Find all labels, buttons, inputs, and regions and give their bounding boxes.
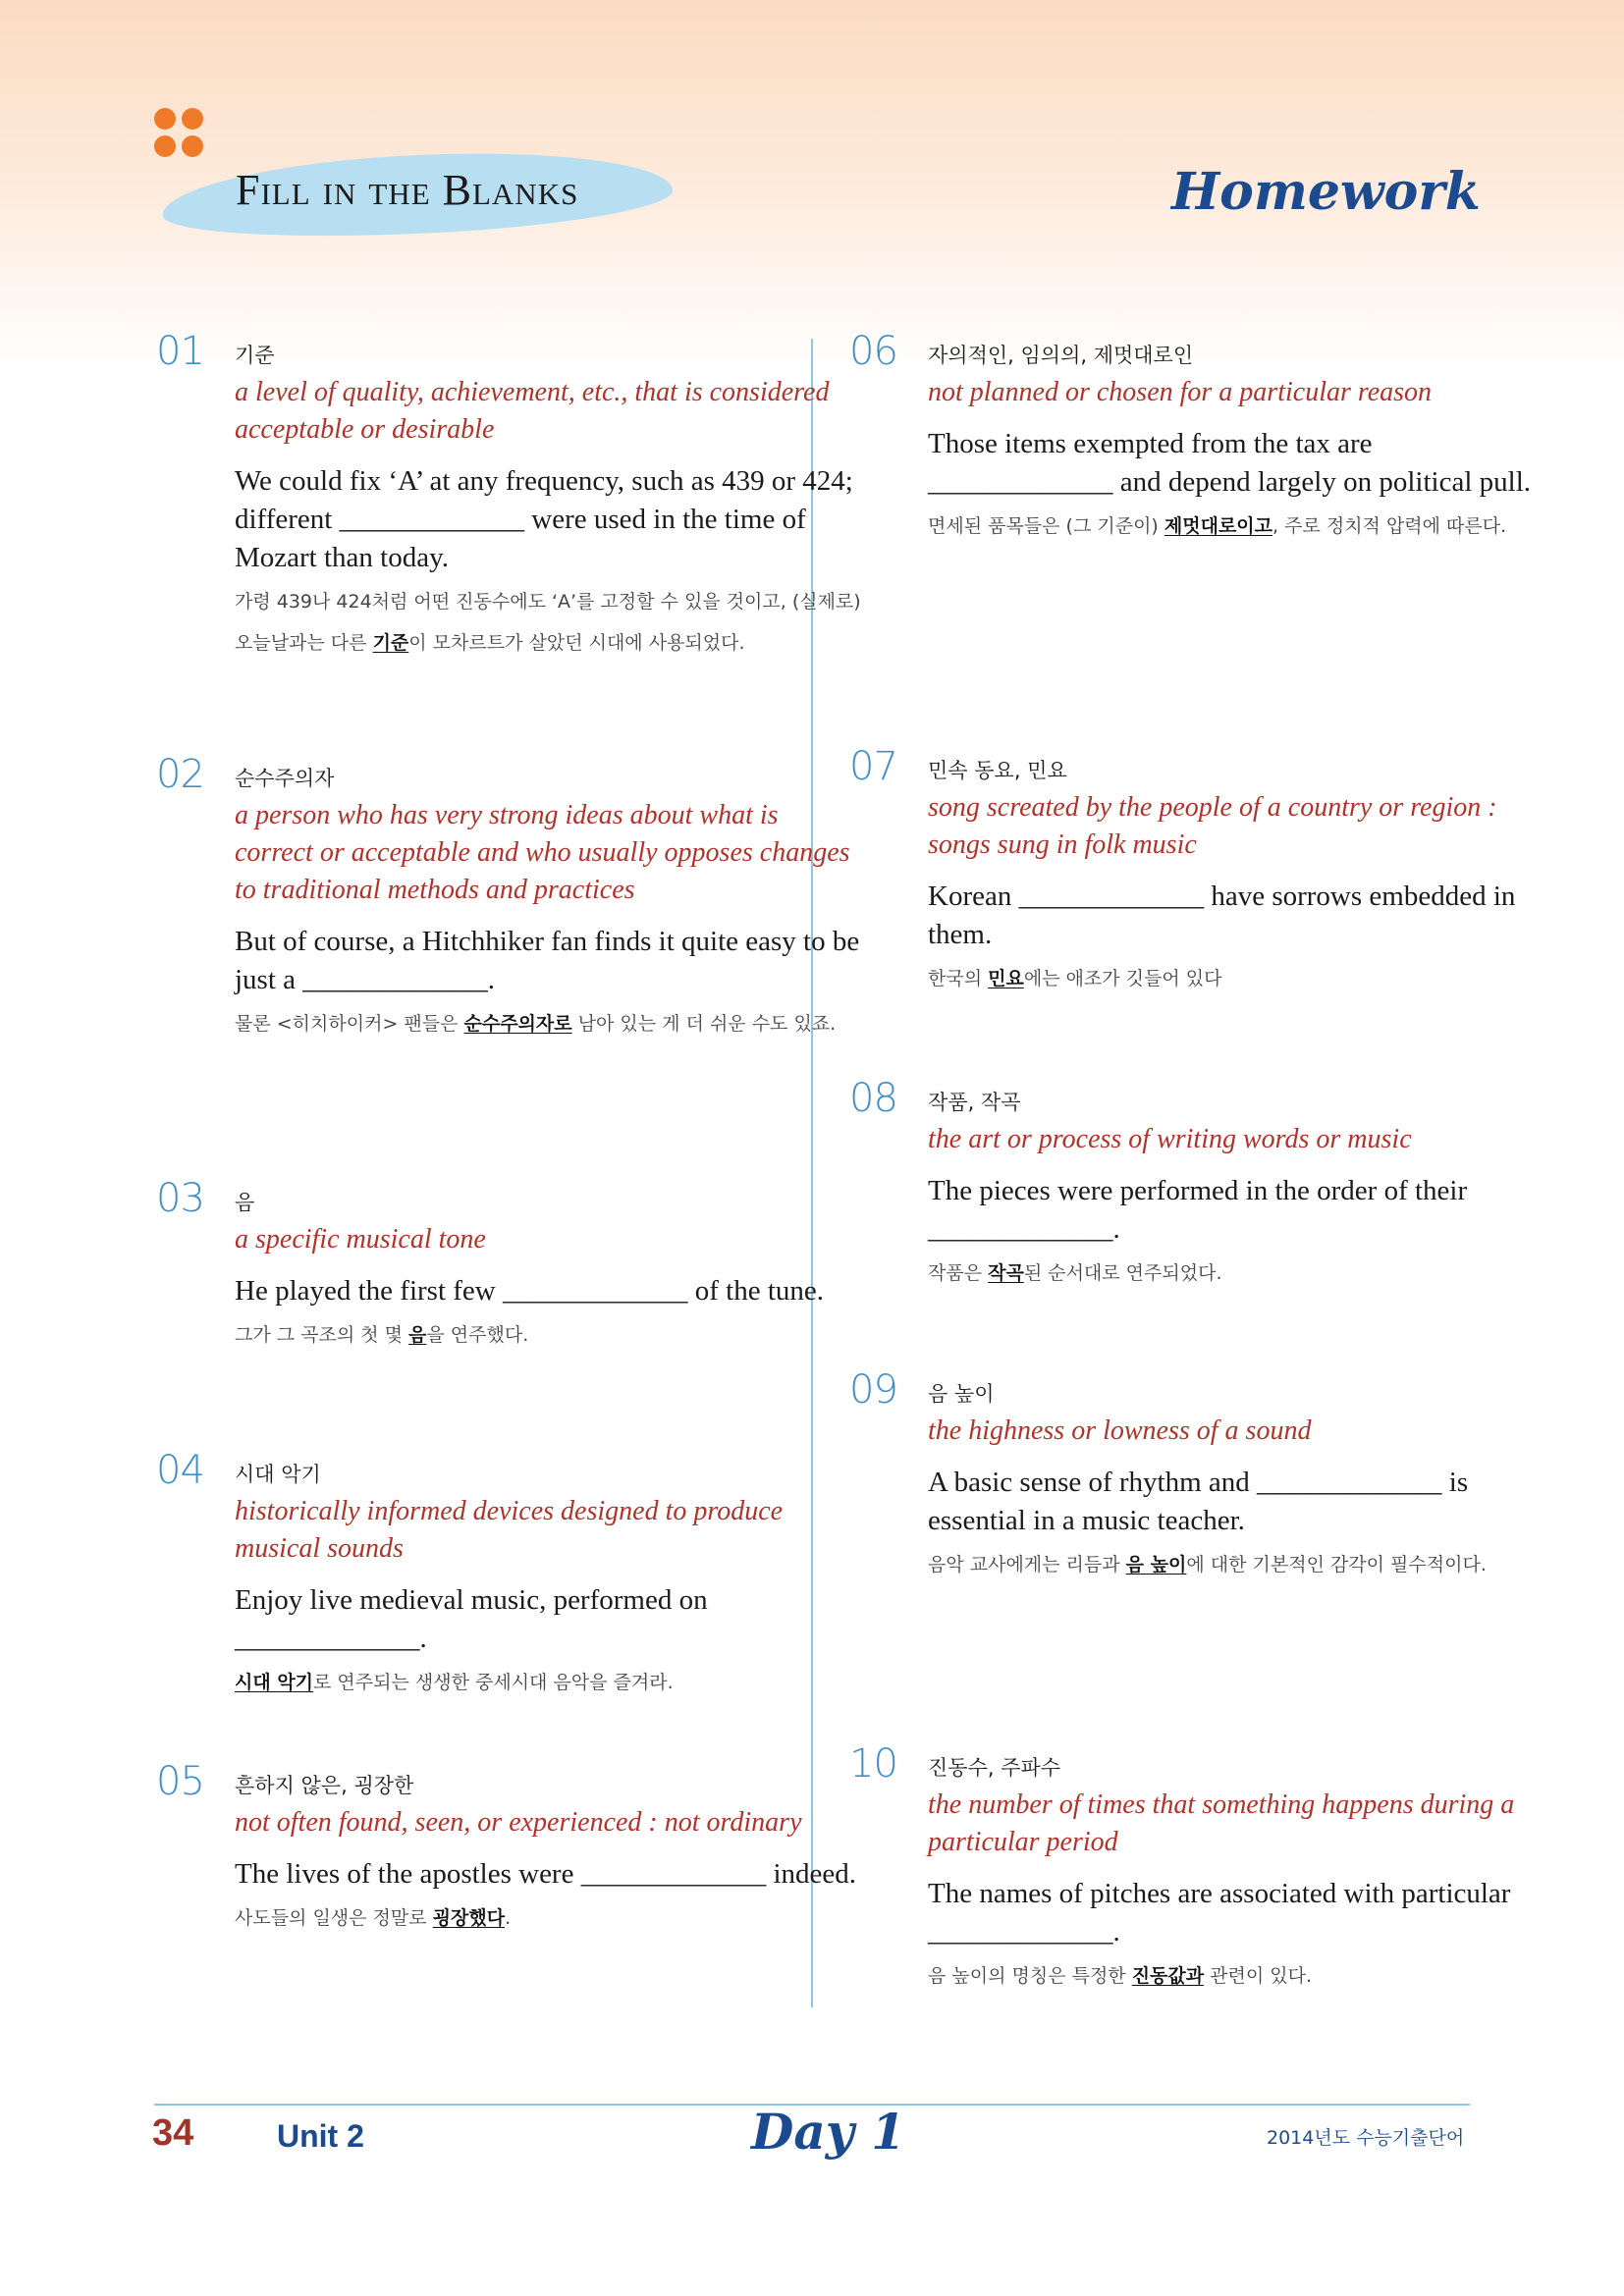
day-label: Day 1 xyxy=(751,2103,906,2161)
english-definition: the highness or lowness of a sound xyxy=(928,1415,1312,1446)
korean-meaning: 진동수, 주파수 xyxy=(928,1756,1061,1780)
korean-meaning: 음 높이 xyxy=(928,1382,995,1406)
example-sentence: But of course, a Hitchhiker fan finds it quite easy to be just a _____________. xyxy=(235,926,860,995)
example-sentence: The names of pitches are associated with particular _____________. xyxy=(928,1878,1511,1948)
entry-08 xyxy=(849,1076,1556,1294)
korean-meaning: 작품, 작곡 xyxy=(928,1091,1021,1114)
unit-label: Unit 2 xyxy=(277,2118,364,2154)
korean-meaning: 시대 악기 xyxy=(235,1463,321,1486)
english-definition: the number of times that something happens during a particular period xyxy=(928,1789,1515,1857)
english-definition: not often found, seen, or experienced : not ordinary xyxy=(235,1807,802,1838)
answer-keyword: 작곡 xyxy=(988,1262,1024,1284)
homework-badge: Homework xyxy=(1171,162,1481,222)
answer-keyword: 음 xyxy=(408,1324,427,1346)
korean-translation: 물론 <히치하이커> 팬들은 순수주의자로 남아 있는 게 더 쉬운 수도 있죠. xyxy=(235,1013,837,1035)
english-definition: not planned or chosen for a particular reason xyxy=(928,377,1433,407)
entry-number: 08 xyxy=(849,1076,897,1121)
book-title: 2014년도 수능기출단어 xyxy=(1267,2127,1465,2149)
entry-03 xyxy=(156,1176,863,1356)
example-sentence: The pieces were performed in the order of their _____________. xyxy=(928,1175,1468,1245)
korean-translation: 한국의 민요에는 애조가 깃들어 있다 xyxy=(928,968,1222,989)
entry-number: 10 xyxy=(849,1741,897,1787)
korean-meaning: 음 xyxy=(235,1191,255,1214)
korean-meaning: 민속 동요, 민요 xyxy=(928,759,1067,782)
example-sentence: Enjoy live medieval music, performed on _____________. xyxy=(235,1584,708,1654)
english-definition: a level of quality, achievement, etc., that is considered acceptable or desirable xyxy=(235,377,830,445)
korean-meaning: 기준 xyxy=(235,344,275,367)
entry-number: 09 xyxy=(849,1367,897,1413)
example-sentence: Those items exempted from the tax are _____________ and depend largely on political pull. xyxy=(928,428,1531,498)
korean-translation: 그가 그 곡조의 첫 몇 음을 연주했다. xyxy=(235,1324,529,1346)
korean-translation: 작품은 작곡된 순서대로 연주되었다. xyxy=(928,1262,1222,1284)
answer-keyword: 진동값과 xyxy=(1131,1965,1205,1987)
entry-number: 06 xyxy=(849,329,897,374)
answer-keyword: 제멋대로이고 xyxy=(1164,515,1273,537)
entry-10 xyxy=(849,1741,1556,1997)
english-definition: the art or process of writing words or music xyxy=(928,1124,1412,1154)
korean-meaning: 순수주의자 xyxy=(235,767,335,790)
answer-keyword: 기준 xyxy=(372,632,409,654)
korean-translation: 음악 교사에게는 리듬과 음 높이에 대한 기본적인 감각이 필수적이다. xyxy=(928,1554,1487,1575)
dots-logo-icon xyxy=(154,108,205,159)
english-definition: historically informed devices designed to produce musical sounds xyxy=(235,1496,784,1564)
answer-keyword: 순수주의자로 xyxy=(463,1013,572,1035)
page-number: 34 xyxy=(152,2112,194,2154)
korean-meaning: 흔하지 않은, 굉장한 xyxy=(235,1774,414,1797)
example-sentence: The lives of the apostles were _____________ indeed. xyxy=(235,1858,857,1890)
entry-07 xyxy=(849,744,1556,999)
entry-number: 04 xyxy=(156,1448,204,1493)
entry-number: 05 xyxy=(156,1759,204,1804)
english-definition: a person who has very strong ideas about what is correct or acceptable and who usually opposes changes to traditional methods and practices xyxy=(235,800,850,905)
entry-09 xyxy=(849,1367,1556,1585)
entry-02 xyxy=(156,752,863,1044)
page-title: Fill in the Blanks xyxy=(236,166,579,214)
answer-keyword: 음 높이 xyxy=(1125,1554,1187,1575)
entry-04 xyxy=(156,1448,863,1703)
answer-keyword: 시대 악기 xyxy=(235,1672,314,1693)
example-sentence: Korean _____________ have sorrows embedded in them. xyxy=(928,881,1516,950)
korean-translation: 면세된 품목들은 (그 기준이) 제멋대로이고, 주로 정치적 압력에 따른다. xyxy=(928,515,1507,537)
example-sentence: A basic sense of rhythm and _____________ is essential in a music teacher. xyxy=(928,1467,1469,1536)
korean-translation: 시대 악기로 연주되는 생생한 중세시대 음악을 즐겨라. xyxy=(235,1672,674,1693)
entry-01 xyxy=(156,329,863,664)
answer-keyword: 굉장했다 xyxy=(432,1907,506,1929)
entry-number: 02 xyxy=(156,752,204,797)
entry-06 xyxy=(849,329,1556,547)
entry-number: 01 xyxy=(156,329,204,374)
example-sentence: We could fix ‘A’ at any frequency, such as 439 or 424; different _____________ were used in the time of Mozart than today. xyxy=(235,465,853,573)
entry-05 xyxy=(156,1759,863,1939)
korean-meaning: 자의적인, 임의의, 제멋대로인 xyxy=(928,344,1194,367)
answer-keyword: 민요 xyxy=(988,968,1024,989)
korean-translation: 음 높이의 명칭은 특정한 진동값과 관련이 있다. xyxy=(928,1965,1313,1987)
entry-number: 03 xyxy=(156,1176,204,1221)
entry-number: 07 xyxy=(849,744,897,789)
example-sentence: He played the first few _____________ of the tune. xyxy=(235,1275,824,1307)
korean-translation: 가령 439나 424처럼 어떤 진동수에도 ‘A’를 고정할 수 있을 것이고, (실제로) 오늘날과는 다른 기준이 모차르트가 살았던 시대에 사용되었다. xyxy=(235,591,861,654)
english-definition: a specific musical tone xyxy=(235,1224,486,1255)
korean-translation: 사도들의 일생은 정말로 굉장했다. xyxy=(235,1907,512,1929)
english-definition: song screated by the people of a country or region : songs sung in folk music xyxy=(928,792,1497,860)
